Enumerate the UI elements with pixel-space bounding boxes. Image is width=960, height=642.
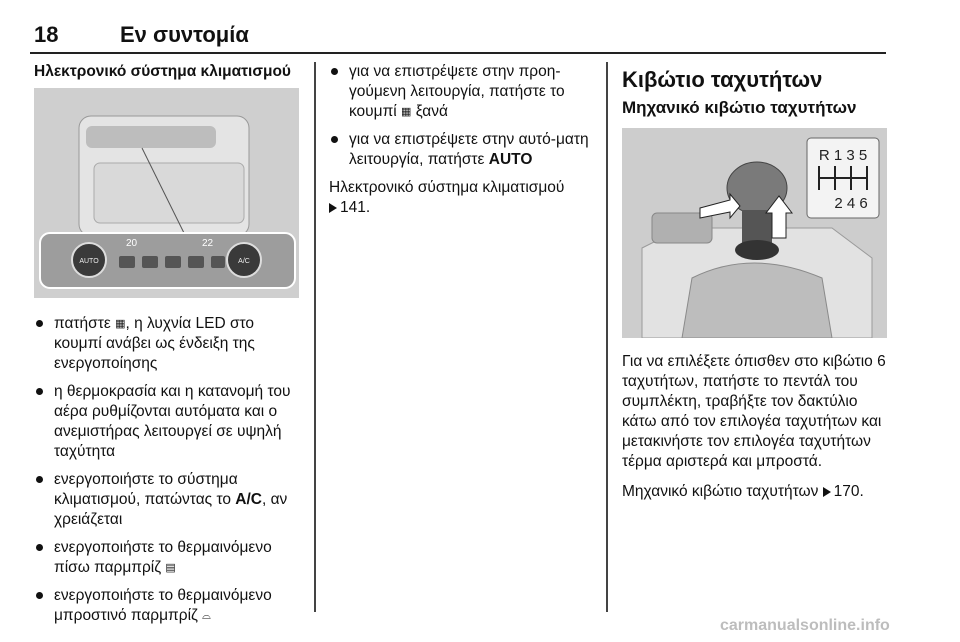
list-item: πατήστε ▦, η λυχνία LED στο κουμπί ανάβει ως ένδειξη της ενεργοποίησης (34, 314, 299, 374)
gear-pattern-bottom: 2 4 6 (834, 195, 868, 212)
front-windscreen-heater-icon: ⌓ (202, 610, 211, 623)
max-defrost-icon: ▦ (401, 106, 412, 118)
header-rule (30, 52, 886, 54)
column-divider-2 (606, 62, 608, 612)
gearbox-figure (622, 128, 887, 338)
max-defrost-icon: ▦ (115, 318, 126, 330)
page-title: Εν συντομία (120, 22, 249, 47)
section-heading: Μηχανικό κιβώτιο ταχυτήτων (622, 98, 857, 117)
ac-knob-label: A/C (238, 258, 250, 265)
column-3 (622, 62, 890, 512)
paragraph: Για να επιλέξετε όπισθεν στο κιβώτιο 6 ταχυτήτων, πατήστε το πεντάλ του συμπλέκτη, τραβήξτε τον δακτύλιο κάτω από τον επιλογέα ταχυτήτων και μετακινήστε τον επιλογέα ταχυτήτων τέρμα αριστερά και μπροστά. (622, 353, 886, 470)
cross-reference: Ηλεκτρονικό σύστημα κλιματισμού 141. (329, 179, 565, 217)
reference-arrow-icon (823, 487, 831, 497)
cross-reference: Μηχανικό κιβώτιο ταχυτήτων 170. (622, 483, 864, 500)
climate-panel-illustration (34, 88, 299, 298)
column-2 (329, 62, 589, 228)
chapter-heading: Κιβώτιο ταχυτήτων (622, 67, 823, 92)
page-number: 18 (34, 22, 59, 47)
bullet-list-col2 (329, 62, 589, 170)
list-item: για να επιστρέψετε στην προη-γούμενη λειτουργία, πατήστε το κουμπί ▦ ξανά (329, 62, 589, 122)
section-heading: Ηλεκτρονικό σύστημα κλιματισμού (34, 63, 291, 80)
list-item: η θερμοκρασία και η κατανομή του αέρα ρυθμίζονται αυτόματα και ο ανεμιστήρας λειτουργεί σε υψηλή ταχύτητα (34, 382, 299, 462)
rear-window-heater-icon: ▤ (165, 562, 176, 575)
climate-control-figure (34, 88, 299, 298)
temp-left: 20 (126, 238, 138, 249)
temp-right: 22 (202, 238, 214, 249)
reference-arrow-icon (329, 203, 337, 213)
watermark: carmanualsonline.info (720, 617, 890, 634)
gear-lever-illustration (622, 128, 887, 338)
list-item: ενεργοποιήστε το θερμαινόμενο πίσω παρμπρίζ ▤ (34, 538, 299, 578)
column-divider-1 (314, 62, 316, 612)
gear-pattern-top: R 1 3 5 (818, 147, 868, 164)
auto-knob-label: AUTO (79, 258, 99, 265)
column-1 (34, 62, 299, 634)
list-item: για να επιστρέψετε στην αυτό-ματη λειτουργία, πατήστε AUTO (329, 130, 589, 170)
bullet-list-col1 (34, 314, 299, 626)
list-item: ενεργοποιήστε το θερμαινόμενο μπροστινό παρμπρίζ ⌓ (34, 586, 299, 626)
list-item: ενεργοποιήστε το σύστημα κλιματισμού, πατώντας το A/C, αν χρειάζεται (34, 470, 299, 530)
page-header (0, 0, 960, 52)
